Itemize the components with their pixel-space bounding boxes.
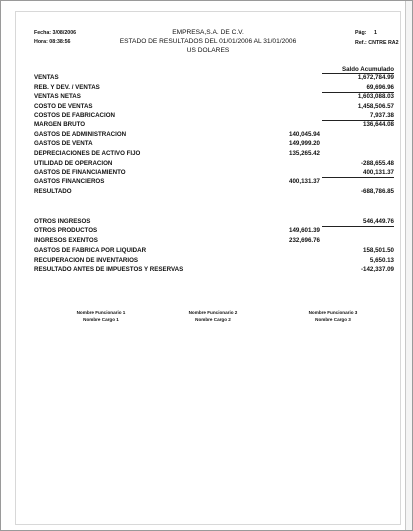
row-label: COSTO DE VENTAS [34, 103, 93, 110]
row-label: OTROS INGRESOS [34, 218, 91, 225]
row-label: REB. Y DEV. / VENTAS [34, 84, 100, 91]
row-total-value: 1,672,784.99 [357, 74, 394, 81]
signature-role-3: Nombre Cargo 3 [315, 317, 351, 322]
subtotal-underline [322, 226, 394, 227]
report-currency: US DOLARES [186, 47, 230, 54]
signature-role-1: Nombre Cargo 1 [83, 317, 119, 322]
row-partial-value: 232,696.76 [289, 237, 320, 244]
signature-name-1: Nombre Funcionario 1 [76, 310, 126, 315]
row-label: MARGEN BRUTO [34, 121, 86, 128]
print-date: Fecha: 3/08/2006 [34, 30, 77, 36]
page-number: 1 [374, 30, 377, 36]
row-label: OTROS PRODUCTOS [34, 227, 98, 234]
row-total-value: -688,786.85 [360, 188, 394, 195]
row-label: UTILIDAD DE OPERACION [34, 160, 113, 167]
row-total-value: 400,131.37 [363, 169, 394, 176]
row-total-value: -288,655.48 [360, 160, 394, 167]
row-label: VENTAS [34, 74, 59, 81]
row-label: GASTOS DE ADMINISTRACION [34, 131, 127, 138]
row-total-value: 158,501.50 [363, 247, 394, 254]
report-ref: Ref.: CNTRE RA2 [355, 40, 399, 46]
column-header-underline [322, 73, 394, 74]
row-total-value: 1,603,088.03 [357, 93, 394, 100]
company-name: EMPRESA,S.A. DE C.V. [172, 29, 244, 36]
row-label: GASTOS FINANCIEROS [34, 178, 105, 185]
row-partial-value: 149,999.20 [289, 140, 320, 147]
row-label: GASTOS DE VENTA [34, 140, 93, 147]
row-label: INGRESOS EXENTOS [34, 237, 98, 244]
signature-name-2: Nombre Funcionario 2 [188, 310, 238, 315]
row-total-value: 69,696.96 [366, 84, 394, 91]
signature-role-2: Nombre Cargo 2 [195, 317, 231, 322]
page-label: Pág: [355, 30, 367, 36]
report-title: ESTADO DE RESULTADOS DEL 01/01/2006 AL 31/01/2006 [119, 38, 297, 45]
row-partial-value: 135,265.42 [289, 150, 320, 157]
row-label: DEPRECIACIONES DE ACTIVO FIJO [34, 150, 141, 157]
row-total-value: 1,458,506.57 [357, 103, 394, 110]
row-partial-value: 400,131.37 [289, 178, 320, 185]
row-label: COSTOS DE FABRICACION [34, 112, 116, 119]
row-label: GASTOS DE FINANCIAMIENTO [34, 169, 126, 176]
row-label: VENTAS NETAS [34, 93, 81, 100]
row-partial-value: 140,045.94 [289, 131, 320, 138]
report-page [15, 11, 401, 525]
row-label: RECUPERACION DE INVENTARIOS [34, 257, 139, 264]
print-time: Hora: 08:38:56 [34, 39, 71, 45]
row-total-value: 7,937.38 [369, 112, 394, 119]
row-label: GASTOS DE FABRICA POR LIQUIDAR [34, 247, 147, 254]
row-total-value: 5,650.13 [369, 257, 394, 264]
row-total-value: -142,337.09 [360, 266, 394, 273]
row-total-value: 546,449.76 [363, 218, 394, 225]
subtotal-underline [322, 177, 394, 178]
vertical-scrollbar[interactable] [405, 1, 412, 530]
row-label: RESULTADO ANTES DE IMPUESTOS Y RESERVAS [34, 266, 184, 273]
signature-name-3: Nombre Funcionario 3 [308, 310, 358, 315]
row-total-value: 136,644.08 [363, 121, 394, 128]
row-label: RESULTADO [34, 188, 72, 195]
column-header-saldo: Saldo Acumulado [341, 66, 394, 73]
row-partial-value: 149,601.39 [289, 227, 320, 234]
